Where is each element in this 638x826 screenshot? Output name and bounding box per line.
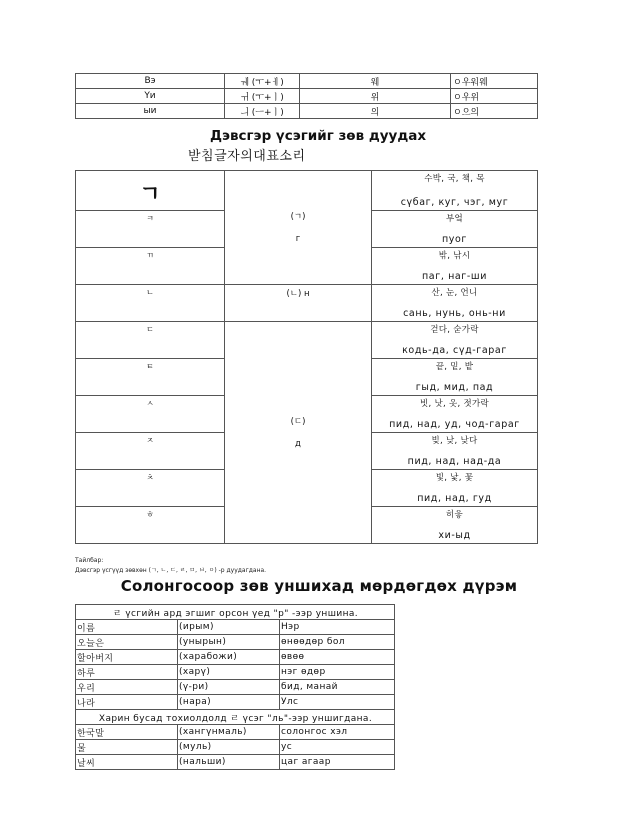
- table-row: [76, 725, 395, 740]
- meaning: цаг агаар: [280, 755, 395, 770]
- table-row: [76, 635, 395, 650]
- jamo-cell: ㅟ (ㅜ+ㅣ): [225, 89, 300, 104]
- section-subtitle: 받침글자의대표소리: [188, 149, 306, 164]
- pronunciation: (харабожи): [178, 650, 280, 665]
- table-row: [76, 322, 538, 359]
- table-row: [76, 650, 395, 665]
- consonant-cell: ㅈ: [76, 433, 225, 470]
- table-row: [76, 89, 538, 104]
- jamo-cell: ㅢ (ㅡ+ㅣ): [225, 104, 300, 119]
- consonant-cell: ㄷ: [76, 322, 225, 359]
- section-title: [0, 128, 638, 144]
- section-title-text: Дэвсгэр үсэгийг зөв дуудах: [209, 128, 427, 144]
- table-row: [76, 755, 395, 770]
- example-cell: [372, 171, 538, 211]
- representative-jamo: (ㄱ): [290, 211, 306, 222]
- syllable-cell: 위: [300, 89, 451, 104]
- korean-word: 물: [76, 740, 178, 755]
- pronunciation: (ирым): [178, 620, 280, 635]
- transcription: сүбаг, куг, чэг, муг: [400, 197, 509, 208]
- pronunciation: (хангүнмаль): [178, 725, 280, 740]
- example-cell: [372, 248, 538, 285]
- consonant-cell: ㄲ: [76, 248, 225, 285]
- rules-title: Солонгосоор зөв уншихад мөрдөгдөх дүрэм: [120, 577, 518, 595]
- transcription: пуог: [441, 234, 468, 245]
- meaning: Улс: [280, 695, 395, 710]
- reading-rules-table: [75, 604, 395, 770]
- representative-sound-cell: [225, 322, 372, 544]
- batchim-table: [75, 170, 538, 544]
- pronunciation: (ү-ри): [178, 680, 280, 695]
- representative-cyrillic: г: [295, 233, 301, 244]
- meaning: нэг өдөр: [280, 665, 395, 680]
- jamo-cell: ㅞ (ㅜ+ㅔ): [225, 74, 300, 89]
- representative-cyrillic: д: [295, 438, 301, 449]
- consonant-cell: ㅌ: [76, 359, 225, 396]
- example-cell: [372, 433, 538, 470]
- pronunciation: (муль): [178, 740, 280, 755]
- table-row: [76, 620, 395, 635]
- korean-word: 하루: [76, 665, 178, 680]
- transcription: пид, над, над-да: [407, 456, 502, 467]
- korean-example: 산, 눈, 언니: [431, 288, 478, 298]
- representative-jamo: (ㄷ): [290, 416, 306, 427]
- example-cell: [372, 359, 538, 396]
- representative-sound-cell: (ㄴ) н: [225, 285, 372, 322]
- example-cell: ㅇ우위: [451, 89, 538, 104]
- table-row: [76, 710, 395, 725]
- representative-sound-cell: [225, 171, 372, 285]
- korean-example: 밖, 낚시: [438, 251, 471, 261]
- korean-example: 부엌: [445, 214, 464, 224]
- korean-word: 이름: [76, 620, 178, 635]
- note-text: Дэвсгэр үсгүүд зөвхөн (ㄱ, ㄴ, ㄷ, ㄹ, ㅁ, ㅂ, ㅇ) -р дуудагдана.: [75, 567, 267, 574]
- syllable-cell: 웨: [300, 74, 451, 89]
- example-cell: [372, 322, 538, 359]
- example-cell: [372, 396, 538, 433]
- korean-example: 빛, 낯, 꽃: [435, 473, 474, 483]
- korean-example: 히읗: [445, 510, 464, 520]
- vowel-table: [75, 73, 538, 119]
- example-cell: [372, 507, 538, 544]
- transcription: паг, наг-ши: [422, 271, 487, 282]
- transcription: пид, над, гуд: [417, 493, 492, 504]
- note-label: Тайлбар:: [75, 557, 104, 564]
- consonant-cell: ㅋ: [76, 211, 225, 248]
- korean-example: 걷다, 숟가락: [430, 325, 479, 335]
- table-row: [76, 605, 395, 620]
- korean-example: 빗, 낫, 옷, 젓가락: [419, 399, 490, 409]
- syllable-cell: 의: [300, 104, 451, 119]
- pronunciation: (унырын): [178, 635, 280, 650]
- pronunciation: (харү): [178, 665, 280, 680]
- rule-header: Харин бусад тохиолдолд ㄹ үсэг "ль"-ээр уншигдана.: [76, 710, 395, 725]
- korean-example: 빚, 낮, 낮다: [431, 436, 478, 446]
- korean-word: 날씨: [76, 755, 178, 770]
- transcription: сань, нунь, онь-ни: [403, 308, 506, 319]
- consonant-cell: ㅊ: [76, 470, 225, 507]
- korean-word: 오늘은: [76, 635, 178, 650]
- transcription: гыд, мид, пад: [415, 382, 494, 393]
- transcription: хи-ыд: [438, 530, 471, 541]
- example-cell: [372, 470, 538, 507]
- korean-example: 끝, 밑, 밭: [435, 362, 474, 372]
- cyrillic-cell: Вэ: [76, 74, 225, 89]
- example-cell: [372, 211, 538, 248]
- table-row: [76, 285, 538, 322]
- meaning: бид, манай: [280, 680, 395, 695]
- korean-word: 우리: [76, 680, 178, 695]
- consonant-cell: ㅅ: [76, 396, 225, 433]
- transcription: кодь-да, сүд-гараг: [402, 345, 507, 356]
- meaning: өвөө: [280, 650, 395, 665]
- korean-word: 할아버지: [76, 650, 178, 665]
- consonant-cell: ㄱ: [76, 171, 225, 211]
- meaning: солонгос хэл: [280, 725, 395, 740]
- table-row: [76, 104, 538, 119]
- consonant-cell: ㄴ: [76, 285, 225, 322]
- example-cell: ㅇ으의: [451, 104, 538, 119]
- korean-word: 한국말: [76, 725, 178, 740]
- table-row: [76, 665, 395, 680]
- example-cell: [372, 285, 538, 322]
- table-row: [76, 171, 538, 211]
- table-row: [76, 680, 395, 695]
- pronunciation: (нара): [178, 695, 280, 710]
- consonant-cell: ㅎ: [76, 507, 225, 544]
- meaning: Нэр: [280, 620, 395, 635]
- table-row: [76, 695, 395, 710]
- korean-example: 수박, 국, 책, 목: [424, 174, 485, 184]
- pronunciation: (нальши): [178, 755, 280, 770]
- example-cell: ㅇ우워웨: [451, 74, 538, 89]
- table-row: [76, 740, 395, 755]
- rule-header: ㄹ үсгийн ард эгшиг орсон үед "р" -ээр уншина.: [76, 605, 395, 620]
- table-row: [76, 74, 538, 89]
- meaning: ус: [280, 740, 395, 755]
- korean-word: 나라: [76, 695, 178, 710]
- cyrillic-cell: Үи: [76, 89, 225, 104]
- transcription: пид, над, уд, чод-гараг: [389, 419, 520, 430]
- meaning: өнөөдөр бол: [280, 635, 395, 650]
- cyrillic-cell: ыи: [76, 104, 225, 119]
